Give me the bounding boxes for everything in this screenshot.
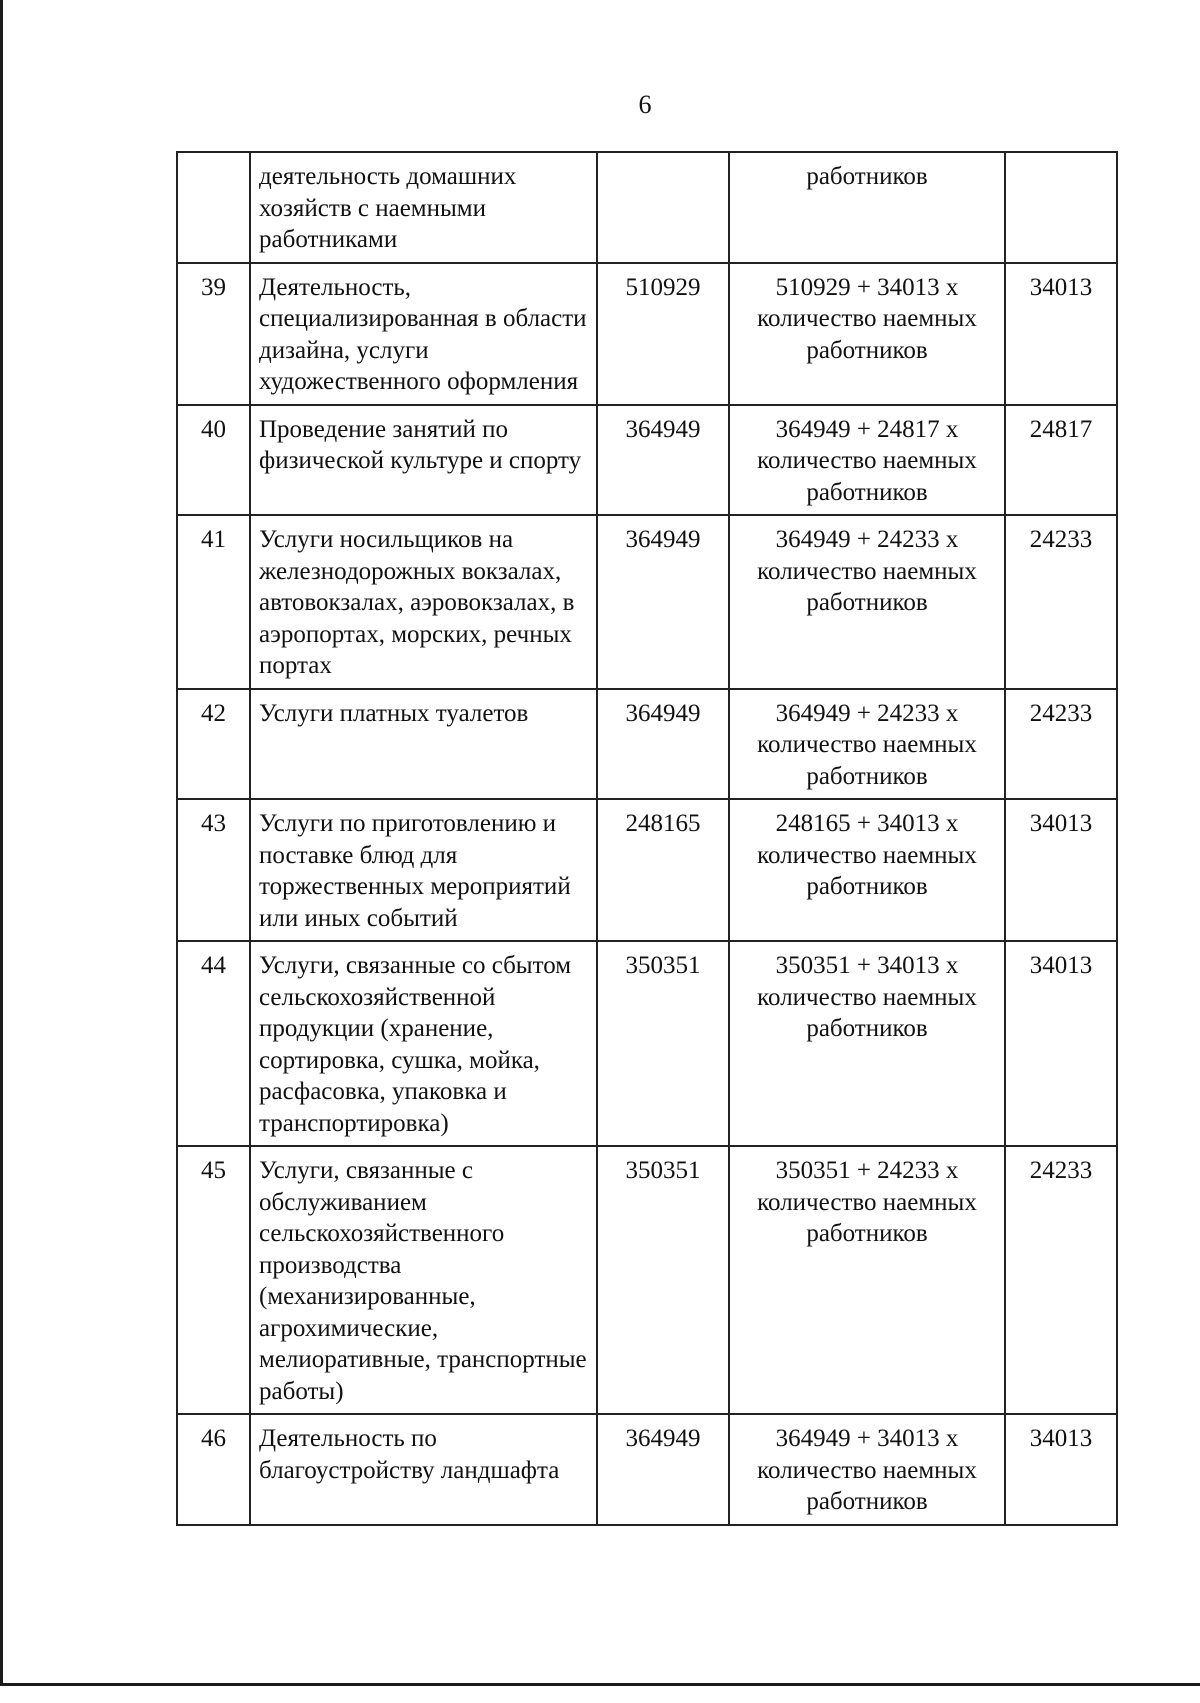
row-number-cell: 39 — [177, 263, 250, 405]
activity-cell: Услуги носильщиков на железнодорожных вокзалах, автовокзалах, аэровокзалах, в аэропортах, морских, речных портах — [250, 515, 597, 689]
formula-line: работников — [806, 1488, 928, 1515]
base-amount-cell — [597, 152, 729, 263]
row-number-cell: 46 — [177, 1414, 250, 1525]
formula-line: количество наемных — [757, 557, 977, 585]
table-row — [177, 689, 1117, 800]
formula-line: работников — [806, 336, 928, 364]
formula-line: работников — [806, 1015, 928, 1042]
formula-cell — [729, 1414, 1005, 1525]
formula-line: работников — [806, 1220, 928, 1247]
formula-cell — [729, 1146, 1005, 1414]
tariff-table — [176, 151, 1118, 1526]
formula-line: количество наемных — [757, 1456, 977, 1484]
formula-line: работников — [806, 873, 928, 900]
rate-per-employee-cell: 24233 — [1005, 1146, 1117, 1414]
activity-cell: Деятельность, специализированная в области дизайна, услуги художественного оформления — [250, 263, 597, 405]
table-row — [177, 799, 1117, 941]
rate-per-employee-cell: 34013 — [1005, 1414, 1117, 1525]
rate-per-employee-cell: 24817 — [1005, 405, 1117, 516]
formula-line: количество наемных — [757, 841, 977, 869]
base-amount-cell: 364949 — [597, 405, 729, 516]
activity-cell: Деятельность по благоустройству ландшафта — [250, 1414, 597, 1525]
formula-line: количество наемных — [757, 731, 977, 758]
table-row — [177, 263, 1117, 405]
formula-line: количество наемных — [757, 983, 977, 1011]
row-number-cell — [177, 152, 250, 263]
rate-per-employee-cell: 24233 — [1005, 515, 1117, 689]
scan-edge-left — [0, 0, 3, 1685]
base-amount-cell: 364949 — [597, 689, 729, 800]
formula-cell — [729, 689, 1005, 800]
table-row — [177, 1414, 1117, 1525]
rate-per-employee-cell: 34013 — [1005, 941, 1117, 1146]
formula-cell — [729, 515, 1005, 689]
rate-per-employee-cell: 34013 — [1005, 263, 1117, 405]
scan-edge-bottom — [0, 1683, 1200, 1686]
formula-line: 350351 + 24233 x — [775, 1157, 959, 1184]
formula-line: работников — [806, 762, 928, 790]
formula-line: 364949 + 24233 x — [775, 699, 959, 727]
formula-cell — [729, 263, 1005, 405]
formula-line: количество наемных — [757, 305, 977, 332]
table-row — [177, 515, 1117, 689]
table-row — [177, 405, 1117, 516]
formula-line: работников — [806, 163, 928, 190]
base-amount-cell: 350351 — [597, 941, 729, 1146]
formula-line: 510929 + 34013 x — [775, 273, 959, 301]
activity-cell: Услуги, связанные с обслуживанием сельскохозяйственного производства (механизированные, агрохимические, мелиоративные, транспортные работы) — [250, 1146, 597, 1414]
activity-cell: Услуги, связанные со сбытом сельскохозяйственной продукции (хранение, сортировка, сушка, мойка, расфасовка, упаковка и транспортировка) — [250, 941, 597, 1146]
rate-per-employee-cell — [1005, 152, 1117, 263]
formula-line: 364949 + 34013 x — [775, 1425, 959, 1452]
row-number-cell: 43 — [177, 799, 250, 941]
rate-per-employee-cell: 34013 — [1005, 799, 1117, 941]
formula-line: работников — [806, 589, 928, 616]
base-amount-cell: 364949 — [597, 515, 729, 689]
table-row — [177, 152, 1117, 263]
row-number-cell: 42 — [177, 689, 250, 800]
formula-line: работников — [806, 478, 928, 506]
formula-cell — [729, 405, 1005, 516]
formula-line: 364949 + 24817 x — [775, 415, 959, 443]
formula-line: количество наемных — [757, 1188, 977, 1216]
page-number: 6 — [638, 90, 652, 119]
base-amount-cell: 248165 — [597, 799, 729, 941]
activity-cell: Услуги платных туалетов — [250, 689, 597, 800]
formula-line: 350351 + 34013 x — [775, 952, 959, 979]
row-number-cell: 44 — [177, 941, 250, 1146]
formula-line: 364949 + 24233 x — [775, 526, 959, 553]
formula-line: 248165 + 34013 x — [775, 810, 959, 837]
table-row — [177, 1146, 1117, 1414]
rate-per-employee-cell: 24233 — [1005, 689, 1117, 800]
base-amount-cell: 510929 — [597, 263, 729, 405]
row-number-cell: 45 — [177, 1146, 250, 1414]
table-row — [177, 941, 1117, 1146]
formula-line: количество наемных — [757, 447, 977, 474]
row-number-cell: 41 — [177, 515, 250, 689]
formula-cell — [729, 799, 1005, 941]
table-body — [177, 152, 1117, 1525]
activity-cell: деятельность домашних хозяйств с наемными работниками — [250, 152, 597, 263]
activity-cell: Услуги по приготовлению и поставке блюд для торжественных мероприятий или иных событий — [250, 799, 597, 941]
row-number-cell: 40 — [177, 405, 250, 516]
base-amount-cell: 350351 — [597, 1146, 729, 1414]
activity-cell: Проведение занятий по физической культуре и спорту — [250, 405, 597, 516]
base-amount-cell: 364949 — [597, 1414, 729, 1525]
formula-cell — [729, 941, 1005, 1146]
formula-cell — [729, 152, 1005, 263]
